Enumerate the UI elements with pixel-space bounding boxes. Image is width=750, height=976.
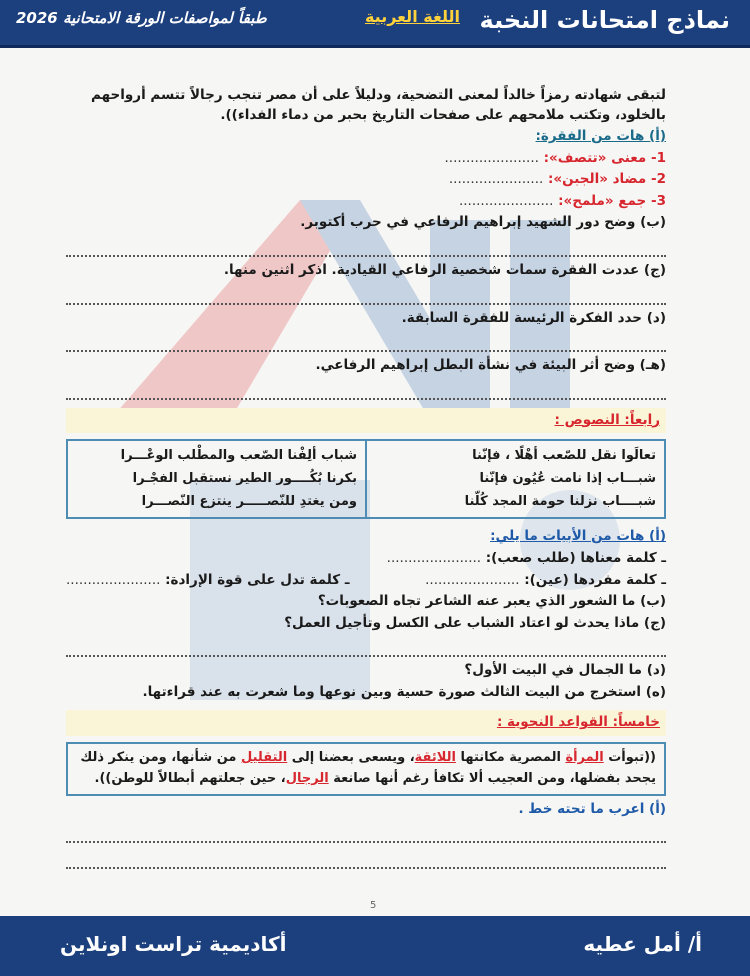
grammar-section-title: خامساً: القواعد النحوية : bbox=[66, 710, 666, 736]
poem-box bbox=[66, 439, 666, 519]
question-a1 bbox=[66, 149, 666, 169]
poem-left-column bbox=[68, 441, 367, 517]
teacher-name: أ/ أمل عطيه bbox=[583, 932, 702, 956]
texts-question-a2 bbox=[425, 571, 666, 591]
grammar-text: المصرية مكانتها bbox=[456, 749, 566, 765]
question-e: (هـ) وضح أثر البيئة في نشأة البطل إبراهيم الرفاعي. bbox=[315, 357, 666, 374]
academy-name: أكاديمية تراست اونلاين bbox=[60, 932, 287, 956]
grammar-passage-box bbox=[66, 742, 666, 796]
answer-line[interactable] bbox=[66, 635, 666, 657]
exam-content bbox=[66, 86, 666, 873]
page-header bbox=[0, 0, 750, 48]
header-title: نماذج امتحانات النخبة bbox=[479, 6, 730, 34]
answer-dots[interactable]: ...................... bbox=[425, 571, 520, 588]
answer-line[interactable] bbox=[66, 283, 666, 305]
header-subject: اللغة العربية bbox=[364, 7, 460, 26]
answer-dots[interactable]: ...................... bbox=[66, 571, 161, 588]
page-number: 5 bbox=[370, 900, 377, 911]
texts-question-a1-label: ـ كلمة معناها (طلب صعب): bbox=[485, 550, 666, 566]
verse-hemistich: بكرنا بُكُــــور الطير نستقبل الفجْـرا bbox=[132, 470, 357, 486]
texts-question-d: (د) ما الجمال في البيت الأول؟ bbox=[464, 662, 666, 679]
texts-question-a3 bbox=[66, 571, 349, 591]
answer-line[interactable] bbox=[66, 378, 666, 400]
question-d: (د) حدد الفكرة الرئيسة للفقرة السابقة. bbox=[401, 309, 666, 326]
answer-dots[interactable]: ...................... bbox=[386, 550, 482, 566]
question-a1-label: 1- معنى «تتصف»: bbox=[543, 149, 666, 166]
texts-question-b: (ب) ما الشعور الذي يعبر عنه الشاعر تجاه الصعوبات؟ bbox=[317, 593, 666, 610]
question-b: (ب) وضح دور الشهيد إبراهيم الرفاعي في حرب أكتوبر. bbox=[300, 214, 666, 231]
texts-question-e: (ه) استخرج من البيت الثالث صورة حسية وبين نوعها وما شعرت به عند قراءتها. bbox=[142, 683, 666, 700]
texts-question-a2-label: ـ كلمة مفردها (عين): bbox=[524, 571, 666, 588]
grammar-question-a: (أ) اعرب ما تحته خط . bbox=[518, 800, 666, 817]
verse-hemistich: تعالَوا نقل للصّعب أهْلًا ، فإنّنا bbox=[472, 448, 656, 464]
grammar-text: من شأنها، ومن ينكر ذلك يجحد بفضلها، ومن العجيب ألا تكافأ رغم أنها صانعة bbox=[80, 749, 656, 786]
question-a-heading: (أ) هات من الفقرة: bbox=[535, 128, 666, 145]
question-a3-label: 3- جمع «ملمح»: bbox=[558, 192, 666, 209]
verse-hemistich: شبـــاب إذا نامت عُيُون فإنّنا bbox=[479, 470, 656, 486]
verse-hemistich: شباب ألِفْنا الصّعب والمطْلب الوعْـــرا bbox=[120, 448, 357, 464]
header-spec: طبقاً لمواصفات الورقة الامتحانية 2026 bbox=[16, 9, 267, 27]
underlined-word: الرجال bbox=[285, 770, 329, 786]
grammar-text: ، ويسعى بعضنا إلى bbox=[287, 749, 415, 765]
verse-hemistich: ومن يغتدِ للنّصـــــر ينتزع النّصـــرا bbox=[141, 493, 357, 509]
texts-question-a-heading: (أ) هات من الأبيات ما يلي: bbox=[490, 528, 666, 545]
passage-text: لتبقى شهادته رمزاً خالداً لمعنى التضحية، ودليلاً على أن مصر تنجب رجالاً تتسم أرواحهم بالخلود، وتكتب ملامحهم على صفحات التاريخ بحبر من دماء الفداء)). bbox=[91, 87, 666, 123]
grammar-text: ((تبوأت bbox=[603, 749, 656, 765]
underlined-word: المرأة bbox=[565, 749, 604, 765]
texts-question-a3-label: ـ كلمة تدل على قوة الإرادة: bbox=[165, 571, 350, 588]
question-a2-label: 2- مضاد «الجبن»: bbox=[548, 171, 666, 188]
question-c: (ج) عددت الفقرة سمات شخصية الرفاعي القيادية. اذكر اثنين منها. bbox=[223, 261, 666, 278]
underlined-word: اللائقة bbox=[414, 749, 456, 765]
answer-dots[interactable]: ...................... bbox=[458, 192, 554, 209]
answer-line[interactable] bbox=[66, 330, 666, 352]
texts-section-title: رابعاً: النصوص : bbox=[66, 408, 666, 434]
answer-dots[interactable]: ...................... bbox=[448, 171, 544, 188]
question-a2 bbox=[66, 170, 666, 190]
answer-line[interactable] bbox=[66, 847, 666, 869]
verse-hemistich: شبــــاب نزلنا حومة المجد كُلّنا bbox=[464, 493, 656, 509]
grammar-text: ، حين جعلتهم أبطالاً للوطن)). bbox=[94, 770, 286, 786]
texts-question-a1 bbox=[66, 549, 666, 569]
underlined-word: التقليل bbox=[241, 749, 288, 765]
texts-question-c: (ج) ماذا يحدث لو اعتاد الشباب على الكسل وتأجيل العمل؟ bbox=[284, 614, 666, 631]
answer-line[interactable] bbox=[66, 235, 666, 257]
answer-line[interactable] bbox=[66, 821, 666, 843]
answer-dots[interactable]: ...................... bbox=[444, 149, 539, 166]
page-footer bbox=[0, 916, 750, 976]
texts-question-a2-a3 bbox=[66, 571, 666, 591]
poem-right-column bbox=[367, 441, 664, 517]
question-a3 bbox=[66, 192, 666, 212]
